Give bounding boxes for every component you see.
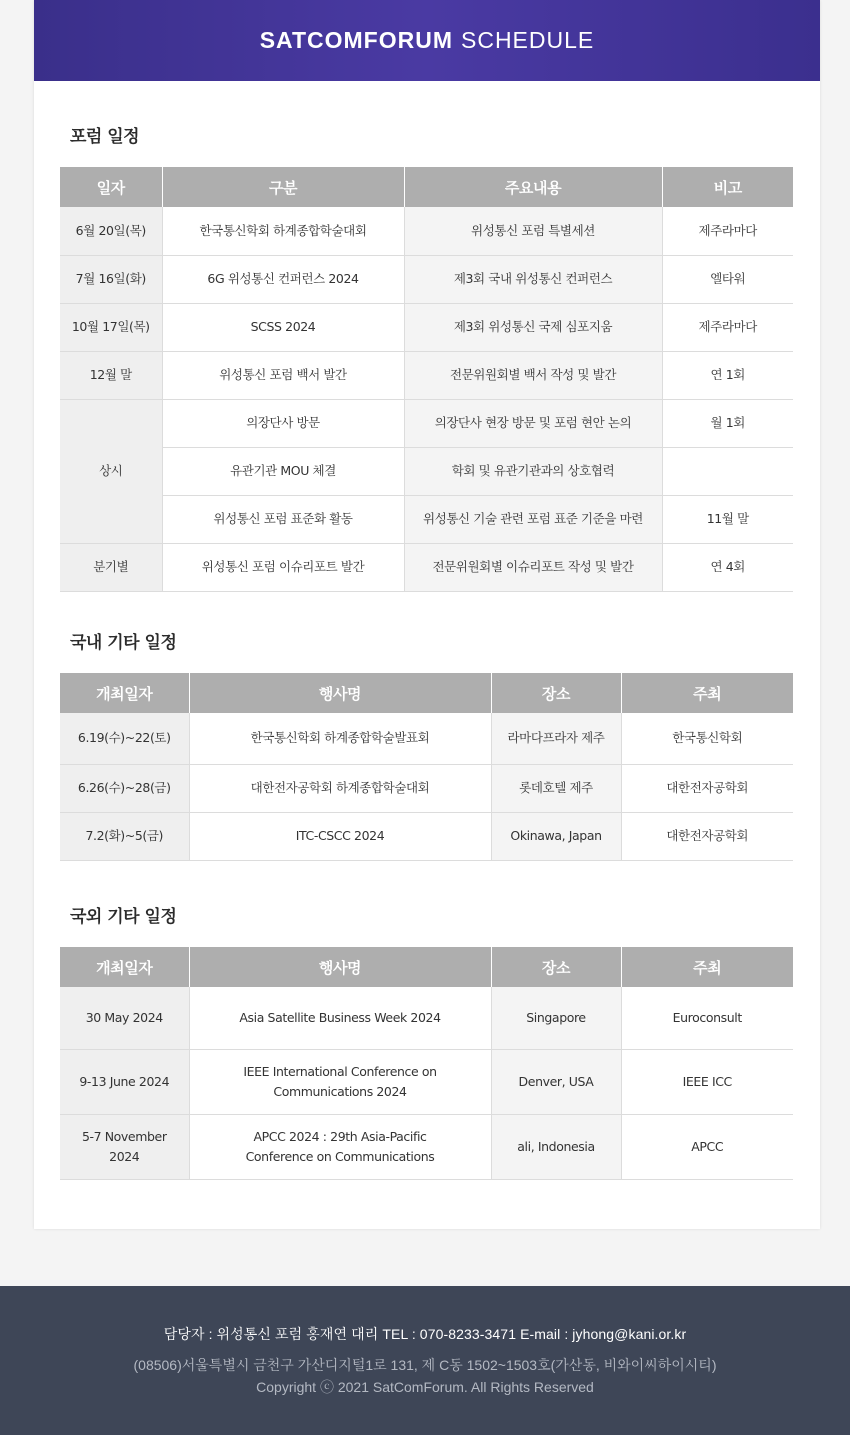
cell-date: 12월 말	[60, 351, 162, 399]
cell-place: 롯데호텔 제주	[491, 764, 621, 812]
cell-host: Euroconsult	[621, 987, 793, 1049]
cell-category: 의장단사 방문	[162, 399, 404, 447]
domestic-schedule-table	[60, 673, 793, 861]
cell-content: 학회 및 유관기관과의 상호협력	[404, 447, 662, 495]
domestic-section-title: 국내 기타 일정	[70, 633, 177, 653]
col-header-content: 주요내용	[404, 167, 662, 207]
cell-event: 한국통신학회 하계종합학술발표회	[189, 713, 491, 764]
cell-place: ali, Indonesia	[491, 1114, 621, 1179]
table-row	[60, 713, 793, 764]
col-header-host: 주최	[621, 673, 793, 713]
cell-date: 7.2(화)~5(금)	[60, 812, 189, 860]
table-row	[60, 303, 793, 351]
forum-section-title: 포럼 일정	[70, 127, 140, 147]
header-title-light: SCHEDULE	[461, 27, 595, 53]
cell-category: 한국통신학회 하계종합학술대회	[162, 207, 404, 255]
cell-content: 제3회 국내 위성통신 컨퍼런스	[404, 255, 662, 303]
cell-category: SCSS 2024	[162, 303, 404, 351]
cell-date	[60, 1114, 189, 1179]
cell-date: 9-13 June 2024	[60, 1049, 189, 1114]
cell-host: 한국통신학회	[621, 713, 793, 764]
cell-place: Singapore	[491, 987, 621, 1049]
table-row	[60, 812, 793, 860]
cell-note: 11월 말	[662, 495, 793, 543]
cell-category: 6G 위성통신 컨퍼런스 2024	[162, 255, 404, 303]
cell-content: 제3회 위성통신 국제 심포지움	[404, 303, 662, 351]
cell-content: 전문위원회별 이슈리포트 작성 및 발간	[404, 543, 662, 591]
cell-category: 위성통신 포럼 이슈리포트 발간	[162, 543, 404, 591]
col-header-place: 장소	[491, 947, 621, 987]
col-header-host: 주최	[621, 947, 793, 987]
cell-content: 의장단사 현장 방문 및 포럼 현안 논의	[404, 399, 662, 447]
cell-date: 분기별	[60, 543, 162, 591]
table-row	[60, 447, 793, 495]
cell-note: 연 1회	[662, 351, 793, 399]
col-header-event: 행사명	[189, 947, 491, 987]
table-row	[60, 1049, 793, 1114]
cell-date-line: 2024	[109, 1148, 140, 1164]
cell-date: 6.26(수)~28(금)	[60, 764, 189, 812]
cell-place: Okinawa, Japan	[491, 812, 621, 860]
table-row	[60, 543, 793, 591]
cell-note: 엘타워	[662, 255, 793, 303]
cell-event	[189, 1114, 491, 1179]
cell-event-line: APCC 2024 : 29th Asia-Pacific	[253, 1128, 427, 1144]
forum-schedule-table	[60, 167, 793, 592]
cell-content: 위성통신 기술 관련 포럼 표준 기준을 마련	[404, 495, 662, 543]
cell-event-line: IEEE International Conference on	[243, 1063, 437, 1079]
cell-event: ITC-CSCC 2024	[189, 812, 491, 860]
cell-date: 6.19(수)~22(토)	[60, 713, 189, 764]
table-row	[60, 207, 793, 255]
col-header-event: 행사명	[189, 673, 491, 713]
overseas-schedule-table	[60, 947, 793, 1180]
table-row	[60, 399, 793, 447]
col-header-date: 개최일자	[60, 673, 189, 713]
cell-note: 제주라마다	[662, 207, 793, 255]
cell-date: 상시	[60, 399, 162, 543]
table-row	[60, 1114, 793, 1179]
cell-date-line: 5-7 November	[81, 1128, 167, 1144]
col-header-date: 개최일자	[60, 947, 189, 987]
cell-event-line: Conference on Communications	[245, 1148, 435, 1164]
table-row	[60, 351, 793, 399]
cell-content: 위성통신 포럼 특별세션	[404, 207, 662, 255]
cell-date: 10월 17일(목)	[60, 303, 162, 351]
cell-date: 6월 20일(목)	[60, 207, 162, 255]
cell-note	[662, 447, 793, 495]
cell-date: 7월 16일(화)	[60, 255, 162, 303]
cell-event-line: Communications 2024	[273, 1083, 407, 1099]
cell-event: 대한전자공학회 하계종합학술대회	[189, 764, 491, 812]
cell-place: Denver, USA	[491, 1049, 621, 1114]
col-header-place: 장소	[491, 673, 621, 713]
cell-host: 대한전자공학회	[621, 764, 793, 812]
cell-note: 제주라마다	[662, 303, 793, 351]
cell-content: 전문위원회별 백서 작성 및 발간	[404, 351, 662, 399]
footer-contact: 담당자 : 위성통신 포럼 홍재연 대리 TEL : 070-8233-3471 E-mail : jyhong@kani.or.kr	[163, 1326, 687, 1342]
col-header-date: 일자	[60, 167, 162, 207]
cell-host: 대한전자공학회	[621, 812, 793, 860]
table-row	[60, 764, 793, 812]
footer-address: (08506)서울특별시 금천구 가산디지털1로 131, 제 C동 1502~1503호(가산동, 비와이씨하이시티)	[133, 1357, 717, 1373]
cell-category: 위성통신 포럼 백서 발간	[162, 351, 404, 399]
cell-note: 연 4회	[662, 543, 793, 591]
cell-category: 유관기관 MOU 체결	[162, 447, 404, 495]
col-header-category: 구분	[162, 167, 404, 207]
cell-date: 30 May 2024	[60, 987, 189, 1049]
page-header	[34, 0, 820, 81]
table-row	[60, 495, 793, 543]
table-row	[60, 255, 793, 303]
cell-event: Asia Satellite Business Week 2024	[189, 987, 491, 1049]
header-title-bold: SATCOMFORUM	[259, 27, 453, 53]
col-header-note: 비고	[662, 167, 793, 207]
table-row	[60, 987, 793, 1049]
overseas-section-title: 국외 기타 일정	[70, 907, 177, 927]
cell-event	[189, 1049, 491, 1114]
schedule-card	[34, 0, 820, 1229]
cell-category: 위성통신 포럼 표준화 활동	[162, 495, 404, 543]
footer-copyright: Copyright ⓒ 2021 SatComForum. All Rights Reserved	[256, 1379, 594, 1395]
cell-host: IEEE ICC	[621, 1049, 793, 1114]
cell-place: 라마다프라자 제주	[491, 713, 621, 764]
page-footer	[0, 1286, 850, 1435]
cell-note: 월 1회	[662, 399, 793, 447]
cell-host: APCC	[621, 1114, 793, 1179]
